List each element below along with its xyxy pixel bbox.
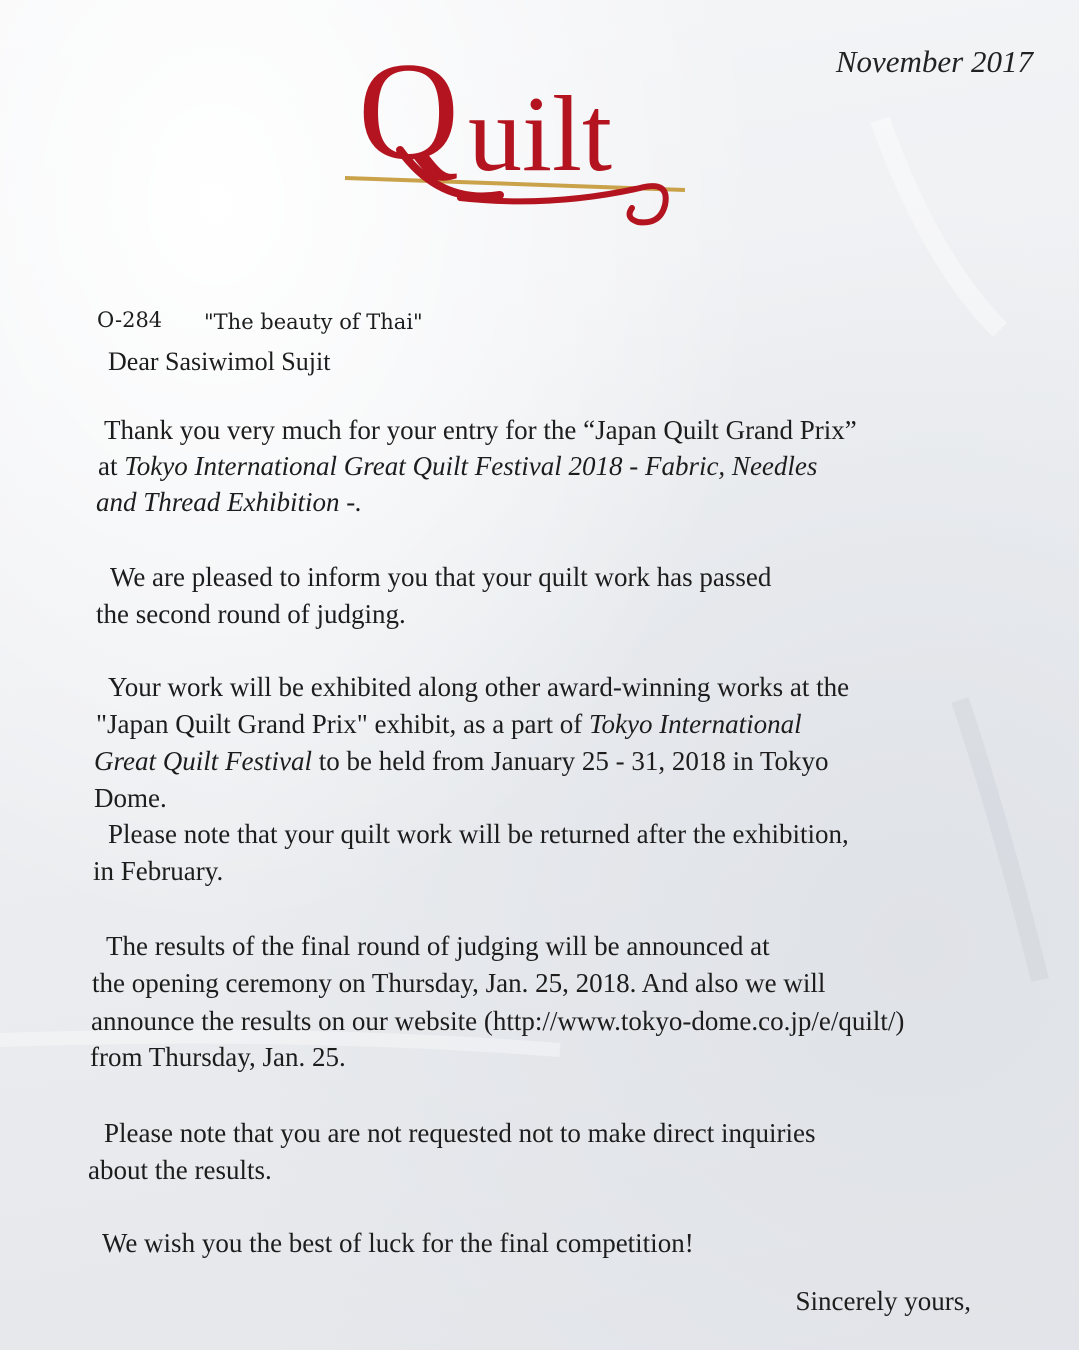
p5-line3: announce the results on our website (http://www.tokyo-dome.co.jp/e/quilt/) (91, 1006, 905, 1036)
svg-text:Q: Q (358, 34, 460, 189)
p4-line1: Please note that your quilt work will be returned after the exhibition, (108, 819, 849, 849)
salutation: Dear Sasiwimol Sujit (108, 347, 331, 376)
svg-text:uilt: uilt (468, 75, 613, 194)
p6-line2: about the results. (88, 1155, 272, 1185)
p7-line1: We wish you the best of luck for the final competition! (102, 1228, 694, 1258)
p3-line3-a: Great Quilt Festival (94, 746, 312, 776)
p4-line2: in February. (93, 856, 224, 886)
p2-line2: the second round of judging. (96, 599, 406, 629)
p3-line4: Dome. (94, 783, 167, 813)
letter-date: November 2017 (835, 44, 1033, 79)
p1-line2-a: at (98, 451, 125, 481)
p3-line1: Your work will be exhibited along other award-winning works at the (108, 672, 850, 702)
entry-title: "The beauty of Thai" (204, 310, 423, 334)
p1-line1: Thank you very much for your entry for the “Japan Quilt Grand Prix” (104, 415, 857, 445)
festival-name: Tokyo International Great Quilt Festival 2018 - Fabric, Needles (124, 451, 818, 481)
closing: Sincerely yours, (795, 1286, 971, 1316)
p3-line2 (96, 708, 802, 740)
p6-line1: Please note that you are not requested not to make direct inquiries (104, 1118, 816, 1148)
p1-line3: and Thread Exhibition -. (96, 487, 362, 517)
p5-line4: from Thursday, Jan. 25. (90, 1042, 346, 1072)
p5-line2: the opening ceremony on Thursday, Jan. 25, 2018. And also we will (92, 968, 826, 998)
p3-line2-a: "Japan Quilt Grand Prix" exhibit, as a part of (96, 709, 589, 739)
entry-code: O-284 (97, 308, 163, 332)
p2-line1: We are pleased to inform you that your quilt work has passed (110, 562, 772, 592)
p3-line3-b: to be held from January 25 - 31, 2018 in Tokyo (311, 746, 829, 776)
p3-line3 (94, 745, 829, 777)
p5-line1: The results of the final round of judging will be announced at (106, 931, 770, 961)
p1-line2 (98, 450, 817, 482)
p3-line2-b: Tokyo International (588, 709, 802, 739)
